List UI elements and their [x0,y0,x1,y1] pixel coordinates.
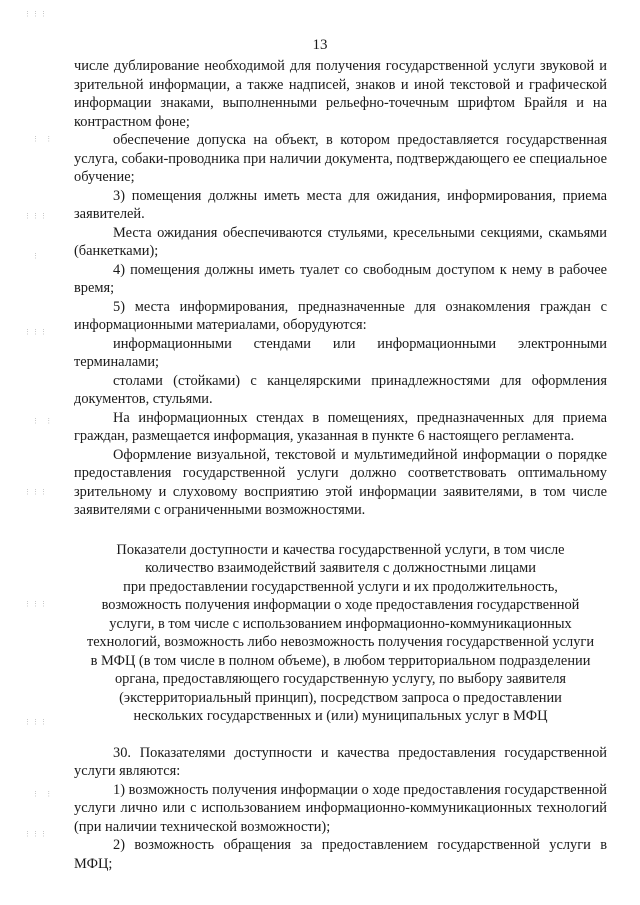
scan-artifact: ⋮⋮⋮ [24,830,48,838]
heading-line: (экстерриториальный принцип), посредством запроса о предоставлении [119,689,562,706]
scan-artifact: ⋮ ⋮ [32,790,54,798]
heading-line: технологий, возможность либо невозможность получения государственной услуги [86,634,595,650]
body-paragraph: Оформление визуальной, текстовой и мультимедийной информации о порядке предоставления государственной услуги должно соответствовать оптимальному зрительному и слуховому восприятию этой информации заявителями, в том числе заявителями с ограниченными возможностями. [74,446,607,518]
body-paragraph: 5) места информирования, предназначенные для ознакомления граждан с информационными материалами, оборудуются: [74,298,607,333]
body-paragraph: На информационных стендах в помещениях, предназначенных для приема граждан, размещается информация, указанная в пункте 6 настоящего регламента. [74,409,607,444]
heading-line: в МФЦ (в том числе в полном объеме), в любом территориальном подразделении [90,652,591,669]
scan-artifact: ⋮ [32,252,40,260]
body-paragraph: 1) возможность получения информации о ходе предоставления государственной услуги лично или с использованием информационно-коммуникационных технологий (при наличии технической возможности); [74,781,607,835]
body-paragraph: Места ожидания обеспечиваются стульями, кресельными секциями, скамьями (банкетками); [74,224,607,259]
body-paragraph: столами (стойками) с канцелярскими принадлежностями для оформления документов, стульями. [74,372,607,407]
scan-artifact: ⋮ ⋮ [32,135,54,143]
heading-line: Показатели доступности и качества государственной услуги, в том числе [116,541,565,558]
scan-artifact: ⋮⋮⋮ [24,212,48,220]
scan-artifact: ⋮⋮⋮ [24,488,48,496]
heading-line: количество взаимодействий заявителя с должностными лицами [145,560,536,576]
page-number: 13 [312,37,328,53]
body-paragraph: 4) помещения должны иметь туалет со свободным доступом к нему в рабочее время; [74,261,607,296]
document-body [74,57,607,873]
section-heading [74,541,607,726]
scan-artifact: ⋮⋮⋮ [24,328,48,336]
heading-line: нескольких государственных и (или) муниципальных услуг в МФЦ [133,708,548,724]
scan-artifact: ⋮ ⋮ [32,417,54,425]
heading-line: при предоставлении государственной услуги и их продолжительность, [123,578,558,595]
body-paragraph: информационными стендами или информационными электронными терминалами; [74,335,607,370]
body-paragraph: обеспечение допуска на объект, в котором предоставляется государственная услуга, собаки-проводника при наличии документа, подтверждающего ее специальное обучение; [74,132,607,185]
body-paragraph: 30. Показателями доступности и качества предоставления государственной услуги являются: [74,744,607,779]
body-paragraph: 3) помещения должны иметь места для ожидания, информирования, приема заявителей. [74,187,607,222]
body-paragraph: числе дублирование необходимой для получения государственной услуги звуковой и зрительной информации, а также надписей, знаков и иной текстовой и графической информации знаками, выполненными рельефно-точечным шрифтом Брайля и на контрастном фоне; [74,58,607,130]
scan-artifact: ⋮⋮⋮ [24,600,48,608]
heading-line: возможность получения информации о ходе предоставления государственной [101,597,580,613]
body-paragraph: 2) возможность обращения за предоставлением государственной услуги в МФЦ; [74,837,607,872]
scan-artifact: ⋮⋮⋮ [24,10,48,18]
scan-artifact: ⋮⋮⋮ [24,718,48,726]
heading-line: органа, предоставляющего государственную услугу, по выбору заявителя [114,671,567,687]
heading-line: услуги, в том числе с использованием информационно-коммуникационных [109,615,572,632]
